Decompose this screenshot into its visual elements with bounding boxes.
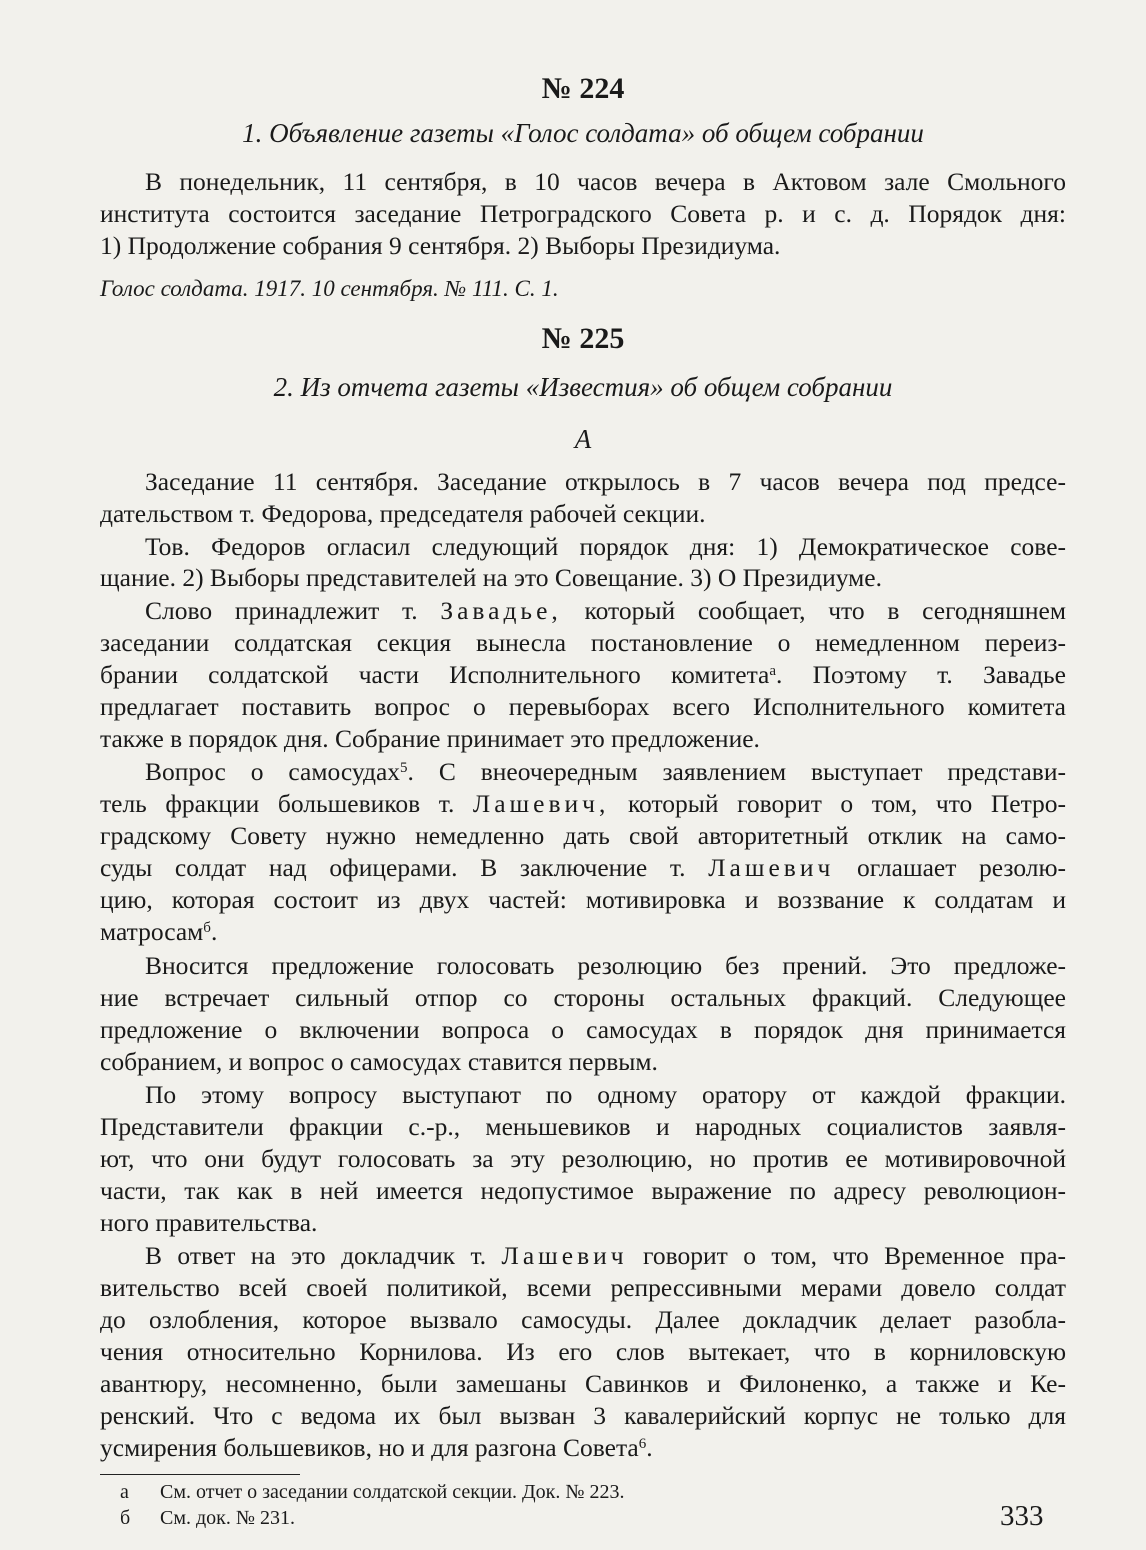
text-line: ного правительства. xyxy=(100,1208,318,1237)
text-line: ние встречает сильный отпор со стороны остальных фракций. Следующее xyxy=(100,983,1066,1012)
person-name-lashevich: Лашевич xyxy=(708,853,835,882)
footnote-mark: а xyxy=(120,1481,129,1503)
doc-224-text-line: 1) Продолжение собрания 9 сентября. 2) Выборы Президиума. xyxy=(100,231,781,260)
page-number: 333 xyxy=(1000,1500,1044,1532)
text-line: Представители фракции с.-р., меньшевиков и народных социалистов заявля- xyxy=(100,1112,1066,1141)
footnote-divider xyxy=(100,1474,300,1475)
text-fragment: брании солдатской части Исполнительного комитета xyxy=(100,660,770,689)
text-fragment: . С внеочередным заявлением выступает представи- xyxy=(407,757,1066,786)
text-line xyxy=(145,757,1066,787)
text-line xyxy=(100,789,1066,819)
text-line: чения относительно Корнилова. Из его слов вытекает, что в корниловскую xyxy=(100,1337,1066,1366)
text-line: части, так как в ней имеется недопустимое выражение по адресу революцион- xyxy=(100,1176,1066,1205)
text-fragment: В ответ на это докладчик т. xyxy=(145,1241,487,1270)
text-line: собранием, и вопрос о самосудах ставится первым. xyxy=(100,1047,658,1076)
text-line: предлагает поставить вопрос о перевыборах всего Исполнительного комитета xyxy=(100,692,1066,721)
text-line xyxy=(100,660,1066,690)
person-name-lashevich: Лашевич, xyxy=(472,789,610,818)
footnote-text: См. док. № 231. xyxy=(160,1507,295,1529)
text-fragment: тель фракции большевиков т. xyxy=(100,789,455,818)
text-fragment: который сообщает, что в сегодняшнем xyxy=(584,596,1066,625)
text-line: дательством т. Федорова, председателя рабочей секции. xyxy=(100,499,706,528)
doc-224-text-line: института состоится заседание Петроградского Совета р. и с. д. Порядок дня: xyxy=(100,199,1066,228)
text-line xyxy=(100,917,1066,947)
text-line: предложение о включении вопроса о самосудах в порядок дня принимается xyxy=(100,1015,1066,1044)
text-line: Заседание 11 сентября. Заседание открылось в 7 часов вечера под предсе- xyxy=(145,467,1066,496)
text-fragment: усмирения большевиков, но и для разгона Совета xyxy=(100,1433,639,1462)
text-fragment: говорит о том, что Временное пра- xyxy=(643,1241,1067,1270)
text-line: ют, что они будут голосовать за эту резолюцию, но против ее мотивировочной xyxy=(100,1144,1066,1173)
text-line: градскому Совету нужно немедленно дать свой авторитетный отклик на само- xyxy=(100,821,1066,850)
doc-224-text-line: В понедельник, 11 сентября, в 10 часов вечера в Актовом зале Смольного xyxy=(145,167,1066,196)
text-line: вительство всей своей политикой, всеми репрессивными мерами довело солдат xyxy=(100,1273,1066,1302)
text-fragment: который говорит о том, что Петро- xyxy=(627,789,1067,818)
person-name-lashevich: Лашевич xyxy=(501,1241,628,1270)
text-fragment: суды солдат над офицерами. В заключение т. xyxy=(100,853,686,882)
footnote-ref-b: б xyxy=(203,920,211,936)
footnote-ref-a: а xyxy=(769,663,777,679)
text-line: щание. 2) Выборы представителей на это Совещание. 3) О Президиуме. xyxy=(100,563,882,592)
text-fragment: . xyxy=(646,1433,653,1462)
doc-224-source: Голос солдата. 1917. 10 сентября. № 111. С. 1. xyxy=(100,276,559,301)
text-fragment: Слово принадлежит т. xyxy=(145,596,418,625)
text-fragment: . xyxy=(210,917,218,946)
text-line: авантюру, несомненно, были замешаны Савинков и Филоненко, а также и Ке- xyxy=(100,1369,1066,1398)
text-line xyxy=(100,853,1066,883)
text-fragment: матросам xyxy=(100,917,204,946)
text-line: также в порядок дня. Собрание принимает это предложение. xyxy=(100,724,760,753)
text-line xyxy=(100,1433,1066,1463)
text-fragment: Вопрос о самосудах xyxy=(145,757,401,786)
text-line: По этому вопросу выступают по одному оратору от каждой фракции. xyxy=(145,1080,1066,1109)
endnote-ref-5: 5 xyxy=(400,760,408,776)
doc-224-title: 1. Объявление газеты «Голос солдата» об общем собрании xyxy=(242,118,924,148)
text-line xyxy=(145,1241,1066,1271)
text-line: до озлобления, которое вызвало самосуды. Далее докладчик делает разобла- xyxy=(100,1305,1066,1334)
doc-224-number: № 224 xyxy=(541,72,625,105)
footnote-a xyxy=(120,1480,624,1504)
footnote-text: См. отчет о заседании солдатской секции. Док. № 223. xyxy=(160,1481,625,1503)
footnote-b xyxy=(120,1506,295,1530)
text-line xyxy=(145,596,1066,626)
endnote-ref-6: 6 xyxy=(638,1436,647,1452)
doc-225-title: 2. Из отчета газеты «Известия» об общем собрании xyxy=(273,372,893,402)
doc-225-number: № 225 xyxy=(541,322,625,355)
text-line: Вносится предложение голосовать резолюцию без прений. Это предложе- xyxy=(145,951,1066,980)
text-line: Тов. Федоров огласил следующий порядок дня: 1) Демократическое сове- xyxy=(145,532,1066,561)
person-name-zavadye: Завадье, xyxy=(440,596,562,625)
text-fragment: оглашает резолю- xyxy=(856,853,1067,882)
text-line: ренский. Что с ведома их был вызван 3 кавалерийский корпус не только для xyxy=(100,1401,1066,1430)
text-fragment: . Поэтому т. Завадье xyxy=(776,660,1066,689)
text-line: цию, которая состоит из двух частей: мотивировка и воззвание к солдатам и xyxy=(100,885,1066,914)
doc-225-section-letter: А xyxy=(574,424,592,454)
footnote-mark: б xyxy=(120,1507,131,1529)
text-line: заседании солдатская секция вынесла постановление о немедленном переиз- xyxy=(100,628,1066,657)
